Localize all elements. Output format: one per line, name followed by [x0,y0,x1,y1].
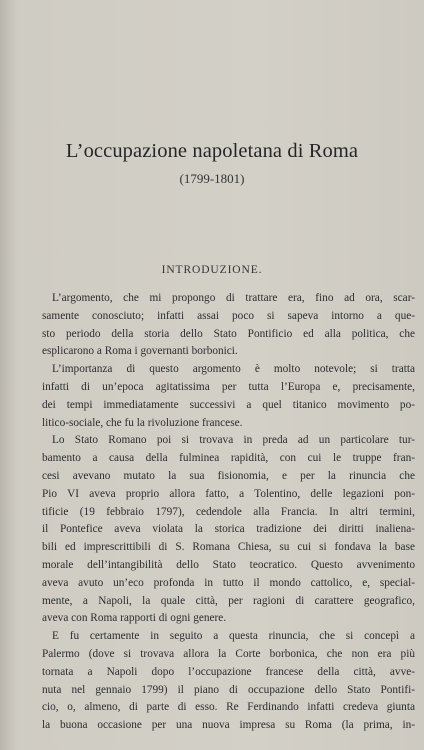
text-line: morale dell’intangibilità dello Stato teocratico. Questo avvenimento [42,558,415,571]
text-line: E fu certamente in seguito a questa rinuncia, che si concepì a [52,630,415,643]
text-line: tificie (19 febbraio 1797), cedendole alla Francia. In altri termini, [42,505,415,518]
text-line: sto periodo della storia dello Stato Pontificio ed alla politica, che [42,327,415,340]
text-line: la buona occasione per una nuova impresa su Roma (la prima, in- [42,719,415,732]
chapter-title: L’occupazione napoletana di Roma [65,140,359,162]
text-line: cesi avevano mutato la sua fisionomia, e per la rinuncia che [42,469,415,482]
text-line: L’argomento, che mi propongo di trattare era, fino ad ora, scar- [52,292,415,304]
paragraph [42,432,415,628]
chapter-dates: (1799-1801) [179,171,245,186]
text-line: nuta nel gennaio 1799) il piano di occupazione dello Stato Pontifi- [42,683,415,696]
text-line: cio, o, almeno, di parte di esso. Re Ferdinando infatti credeva giunta [42,701,415,714]
text-line: aveva con Roma rapporti di ogni genere. [42,612,227,625]
text-line: dei tempi immediatamente successivi a quel titanico movimento po- [42,398,415,411]
text-line: Pio VI aveva proprio allora fatto, a Tolentino, delle legazioni pon- [42,487,415,500]
paragraph [42,361,415,432]
section-heading: INTRODUZIONE. [161,264,263,276]
paragraph [42,628,415,735]
paragraph [42,290,415,361]
text-line: bili ed imprescrittibili di S. Romana Chiesa, su cui si fondava la base [42,541,415,554]
text-line: esplicarono a Roma i governanti borbonici. [42,345,238,358]
text-line: Palermo (dove si trovava allora la Corte borbonica, che non era più [42,647,415,660]
text-line: mente, a Napoli, la quale città, per ragioni di carattere geografico, [42,594,415,607]
text-line: tornata a Napoli dopo l’occupazione francese della città, avve- [42,665,415,678]
text-line: litico-sociale, che fu la rivoluzione francese. [42,416,243,429]
body-text [42,290,415,735]
text-line: Lo Stato Romano poi si trovava in preda ad un particolare tur- [52,434,415,447]
text-line: bamento a causa della fulminea rapidità, con cui le truppe fran- [42,452,415,465]
text-line: samente conosciuto; infatti assai poco si sapeva intorno a que- [42,309,415,322]
text-line: aveva avuto un’eco profonda in tutto il mondo cattolico, e, special- [42,576,415,589]
text-line: infatti di un’epoca agitatissima per tutta l’Europa e, precisamente, [42,380,415,393]
text-line: il Pontefice aveva violata la storica tradizione dei diritti inaliena- [42,523,415,536]
text-line: L’importanza di questo argomento è molto notevole; si tratta [52,363,415,376]
